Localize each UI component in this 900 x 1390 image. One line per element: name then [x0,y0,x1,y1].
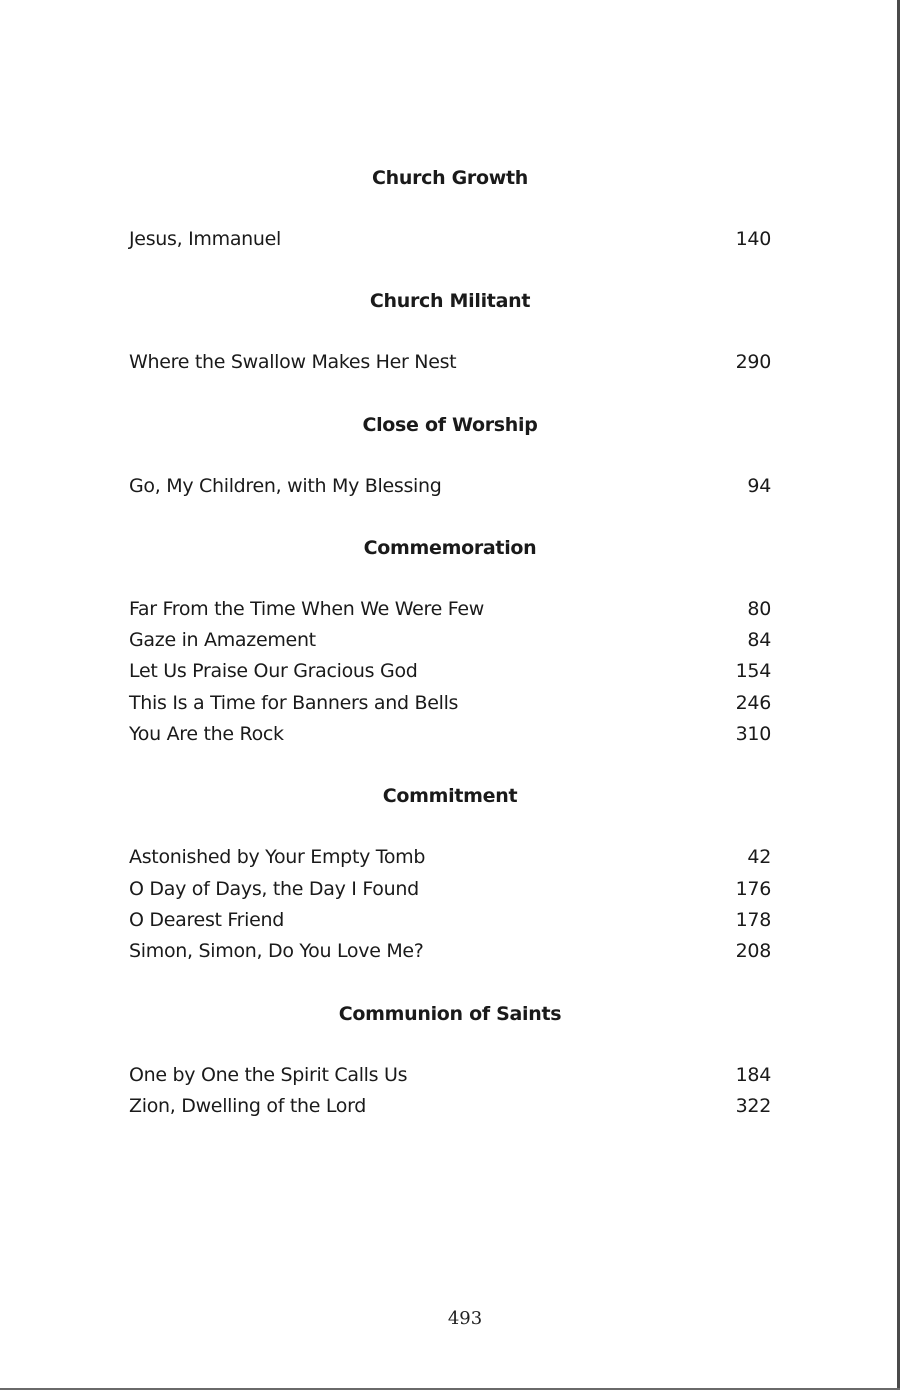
entry-list [129,224,771,255]
entry-title: O Day of Days, the Day I Found [129,877,419,900]
entry-page-number: 310 [735,723,771,746]
section-church-militant [129,285,771,378]
entry-page-number: 246 [735,691,771,714]
section-close-of-worship [129,409,771,502]
entry-title: Zion, Dwelling of the Lord [129,1094,367,1117]
section-heading: Church Militant [369,290,531,313]
index-entry [129,688,771,719]
entry-page-number: 94 [747,474,771,497]
entry-page-number: 184 [735,1063,771,1086]
section-heading: Commitment [382,785,518,808]
entry-title: Where the Swallow Makes Her Nest [129,351,457,374]
entry-page-number: 42 [747,846,771,869]
entry-page-number: 290 [735,351,771,374]
index-entry [129,936,771,967]
entry-title: Jesus, Immanuel [129,228,282,250]
index-entry [129,347,771,378]
section-commitment [129,780,771,967]
entry-list [129,347,771,378]
entry-list [129,842,771,967]
entry-title: You Are the Rock [129,723,284,746]
entry-title: Astonished by Your Empty Tomb [129,846,426,869]
entry-title: Let Us Praise Our Gracious God [129,660,418,683]
section-heading: Close of Worship [362,413,538,436]
section-heading: Commemoration [363,536,537,559]
entry-list [129,594,771,750]
entry-list [129,471,771,502]
index-entry [129,842,771,873]
entry-title: O Dearest Friend [129,908,285,931]
entry-page-number: 322 [735,1094,771,1117]
index-entry [129,471,771,502]
index-entry [129,625,771,656]
entry-title: This Is a Time for Banners and Bells [129,691,459,714]
entry-page-number: 208 [735,940,771,963]
index-entry [129,905,771,936]
section-communion-of-saints [129,998,771,1123]
section-heading: Church Growth [371,167,529,189]
entry-title: One by One the Spirit Calls Us [129,1063,408,1086]
index-entry [129,874,771,905]
index-entry [129,1060,771,1091]
index-entry [129,719,771,750]
entry-title: Simon, Simon, Do You Love Me? [129,940,424,963]
entry-title: Far From the Time When We Were Few [129,597,484,620]
entry-page-number: 154 [735,660,771,683]
entry-page-number: 178 [735,908,771,931]
entry-page-number: 80 [747,597,771,620]
entry-page-number: 84 [747,629,771,652]
page-number: 493 [447,1308,483,1329]
index-entry [129,594,771,625]
entry-title: Go, My Children, with My Blessing [129,474,442,497]
section-commemoration [129,532,771,750]
index-entry [129,1091,771,1122]
entry-title: Gaze in Amazement [129,629,316,652]
index-entry [129,656,771,687]
section-heading: Communion of Saints [338,1002,562,1025]
entry-page-number: 176 [735,877,771,900]
section-church-growth [129,162,771,255]
entry-list [129,1060,771,1123]
entry-page-number: 140 [735,228,771,250]
index-entry [129,224,771,255]
topical-index [129,162,771,1122]
